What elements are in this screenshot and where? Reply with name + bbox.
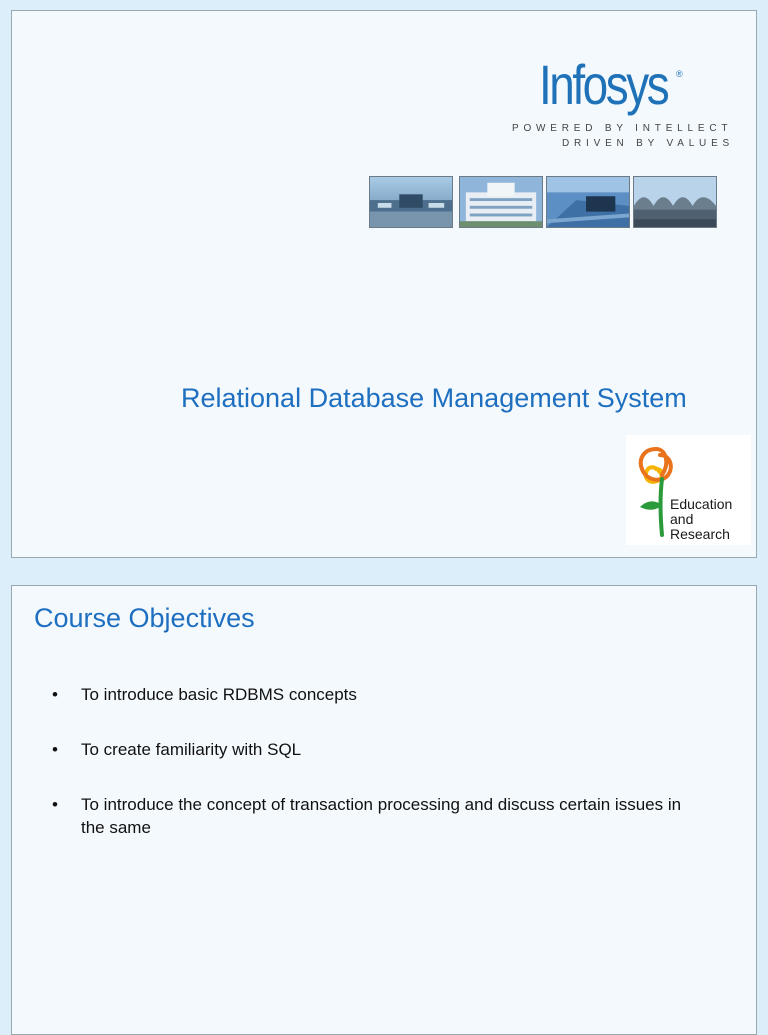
slide-heading: Course Objectives [34,603,255,633]
objective-text: To introduce basic RDBMS concepts [81,685,357,704]
logo-tagline-2: DRIVEN BY VALUES [562,138,735,149]
campus-photo-4 [633,176,717,228]
list-item [52,793,692,839]
logo-tagline-1: POWERED BY INTELLECT [512,123,733,134]
objectives-list [52,683,692,871]
list-item [52,683,692,706]
campus-photo-3 [546,176,630,228]
objective-text: To introduce the concept of transaction processing and discuss certain issues in the same [81,795,682,837]
campus-photo-2 [459,176,543,228]
campus-photo-1 [369,176,453,228]
title-slide [11,10,757,558]
registered-mark: ® [676,69,683,79]
er-logo-line-2: and [670,511,694,527]
objective-text: To create familiarity with SQL [81,740,302,759]
bullet-icon: • [52,795,58,814]
infosys-logo: Infosys [539,53,668,116]
presentation-title: Relational Database Management System [181,383,687,413]
list-item [52,738,692,761]
er-logo-line-1: Education [670,496,733,512]
objectives-slide [11,585,757,1035]
education-research-logo [626,435,751,545]
bullet-icon: • [52,685,58,704]
er-logo-line-3: Research [670,526,730,542]
bullet-icon: • [52,740,58,759]
